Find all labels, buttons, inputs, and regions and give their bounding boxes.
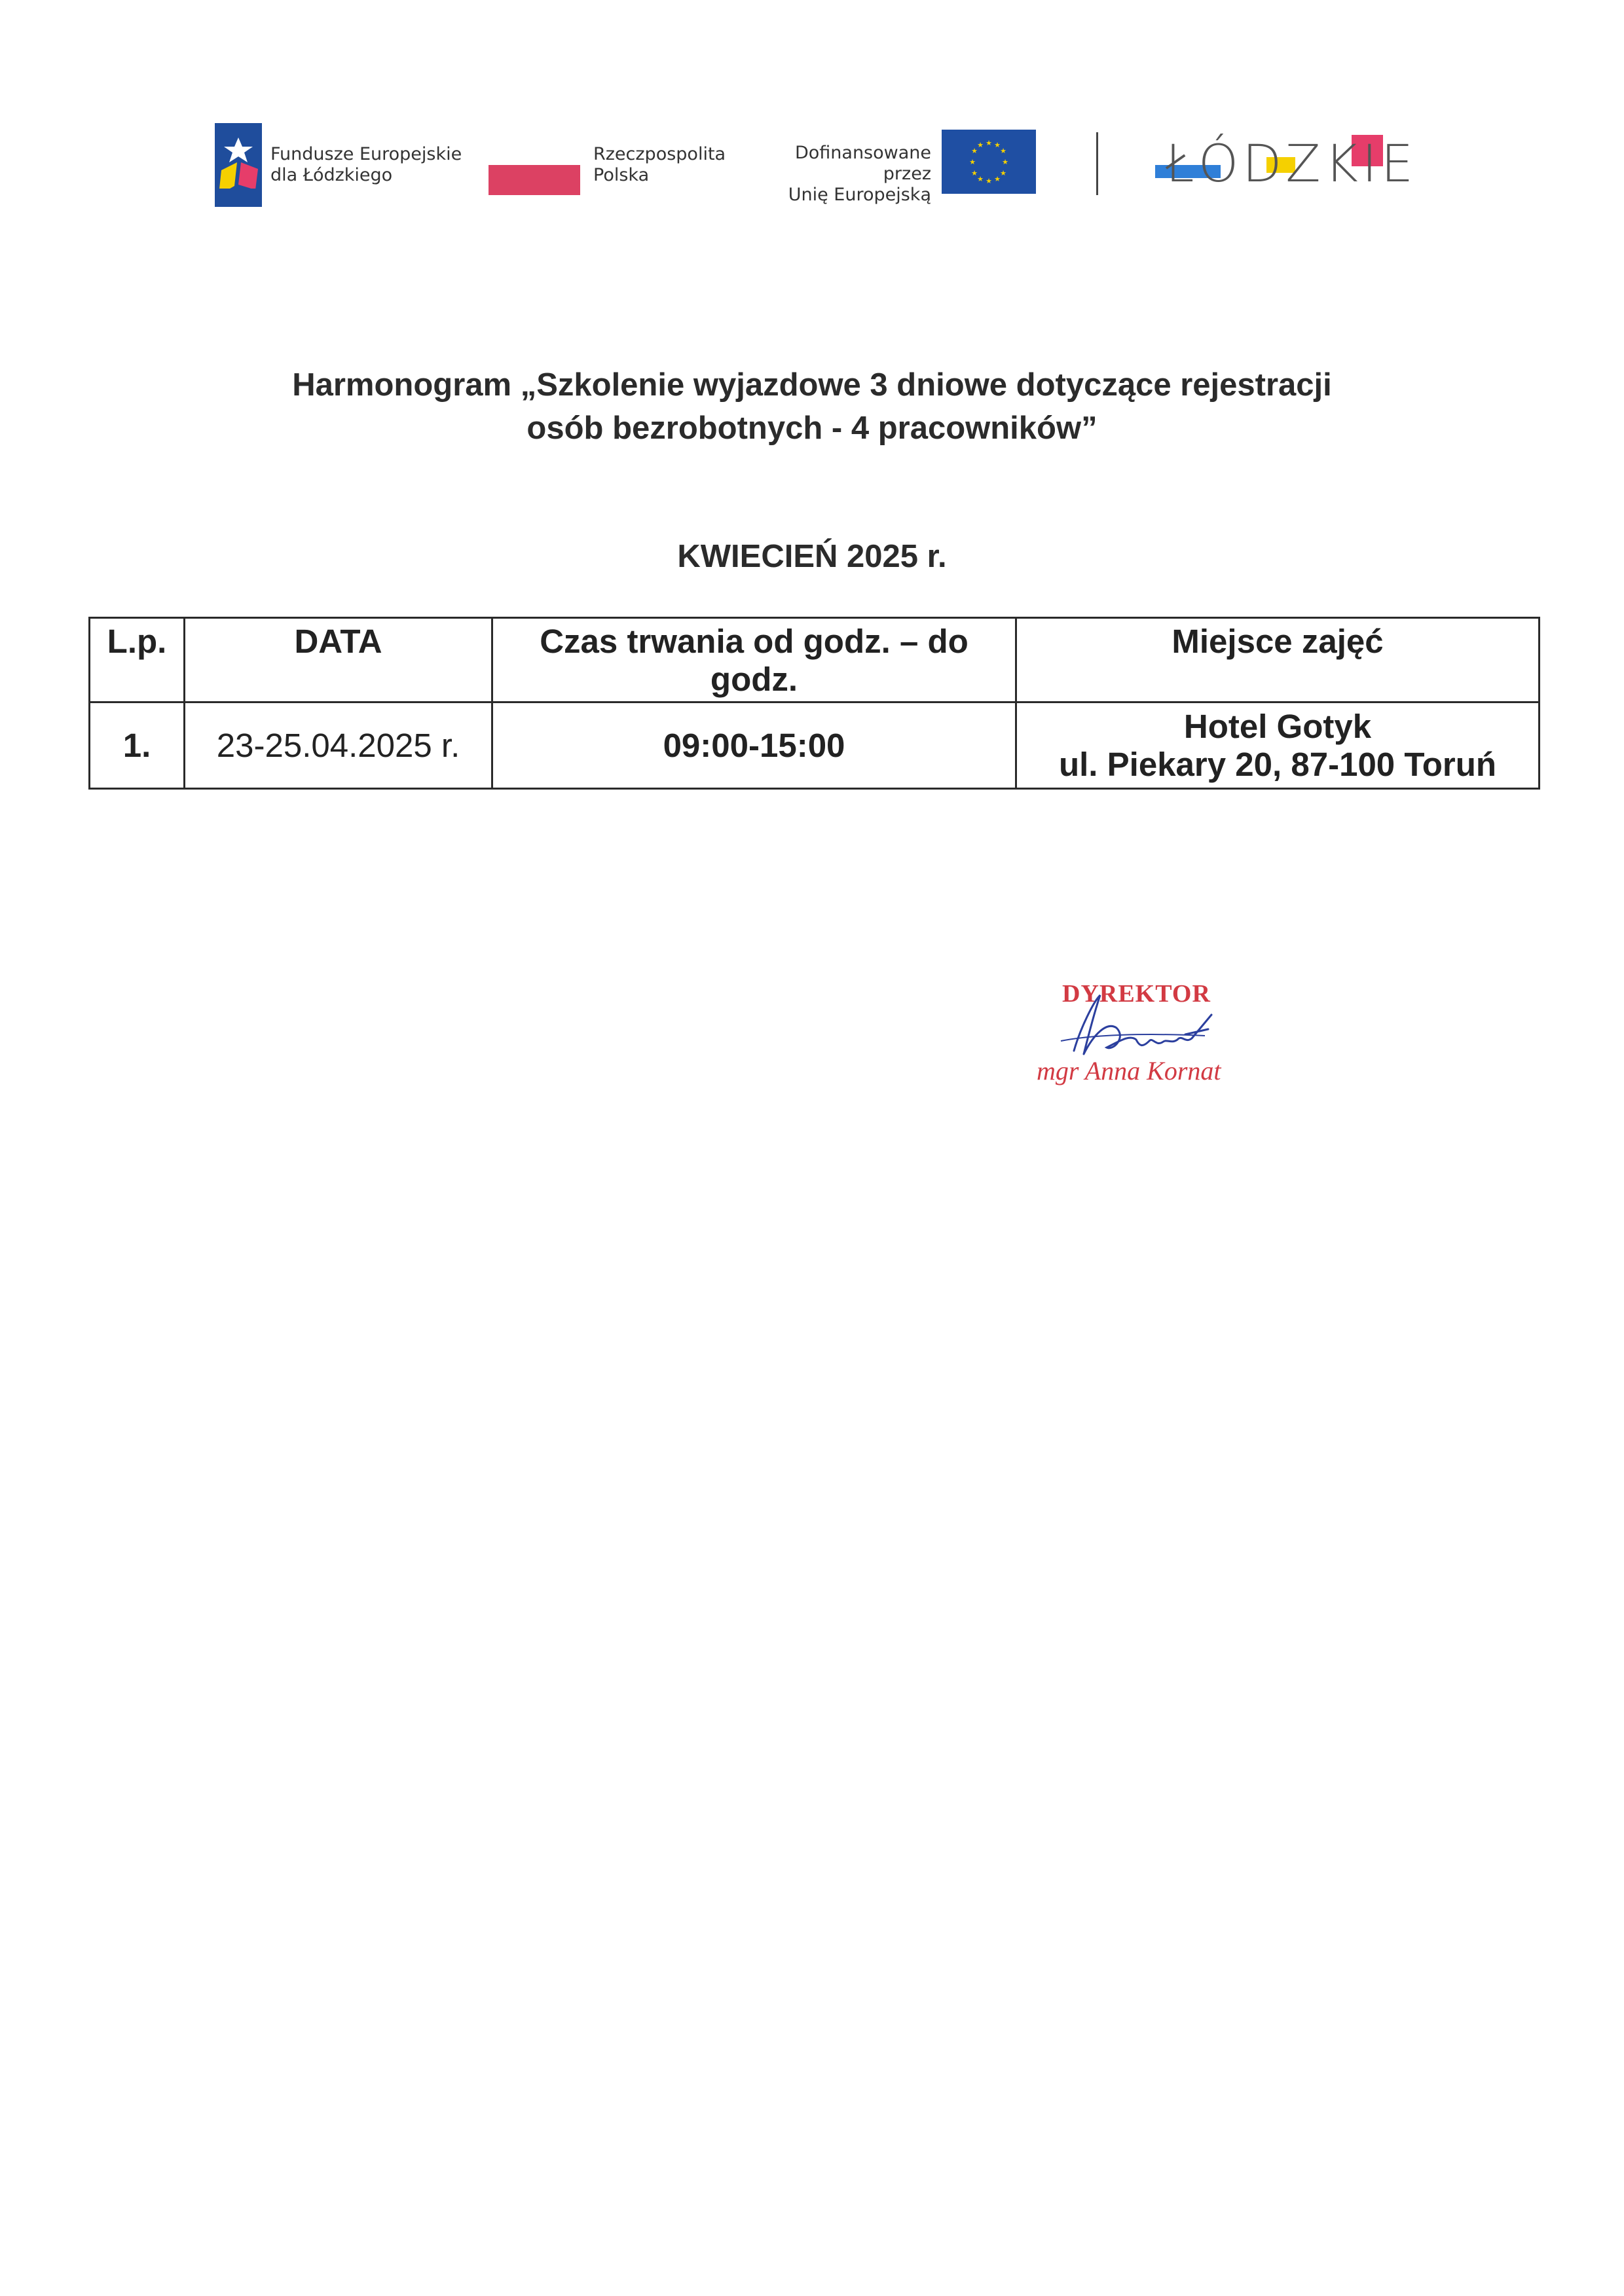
place-address: ul. Piekary 20, 87-100 Toruń [1058,745,1497,783]
header-time: Czas trwania od godz. – do godz. [492,618,1016,702]
svg-text:★: ★ [977,141,984,149]
header-place: Miejsce zajęć [1016,618,1540,702]
svg-text:★: ★ [994,175,1001,183]
signature-title: DYREKTOR [1062,980,1211,1008]
signature-name: mgr Anna Kornat [1037,1056,1221,1085]
svg-text:★: ★ [994,141,1001,149]
svg-text:★: ★ [986,177,992,185]
logo-divider [1096,132,1098,195]
eu-funding-text: Dofinansowane przez Unię Europejską [788,143,931,205]
cell-date: 23-25.04.2025 r. [185,702,492,789]
title-line-2: osób bezrobotnych - 4 pracowników” [526,410,1098,446]
lodzkie-text: ŁÓDZKIE [1166,135,1418,194]
fundusze-europejskie-logo-icon [215,123,262,207]
place-hotel: Hotel Gotyk [1183,707,1372,745]
title-line-1: Harmonogram „Szkolenie wyjazdowe 3 dniowe dotyczące rejestracji [292,367,1332,403]
schedule-table [88,617,1540,790]
table-header-row [90,618,1540,702]
svg-text:★: ★ [971,169,978,177]
fundusze-europejskie-text: Fundusze Europejskie dla Łódzkiego [270,144,462,185]
month-heading: KWIECIEŃ 2025 r. [677,539,947,574]
cell-lp: 1. [90,702,185,789]
header-lp: L.p. [90,618,185,702]
polish-flag-icon [489,165,580,195]
svg-text:★: ★ [977,175,984,183]
svg-text:★: ★ [1000,169,1006,177]
cell-place [1016,702,1540,789]
logo-strip [210,118,1428,210]
eu-flag-icon [942,130,1036,194]
cell-time: 09:00-15:00 [492,702,1016,789]
header-date: DATA [185,618,492,702]
svg-text:★: ★ [986,139,992,147]
table-row [90,702,1540,789]
svg-text:★: ★ [971,147,978,155]
svg-text:★: ★ [1002,158,1008,166]
rzeczpospolita-polska-text: Rzeczpospolita Polska [593,144,726,185]
svg-text:★: ★ [1000,147,1006,155]
svg-text:★: ★ [969,158,976,166]
page-title [131,363,1493,450]
